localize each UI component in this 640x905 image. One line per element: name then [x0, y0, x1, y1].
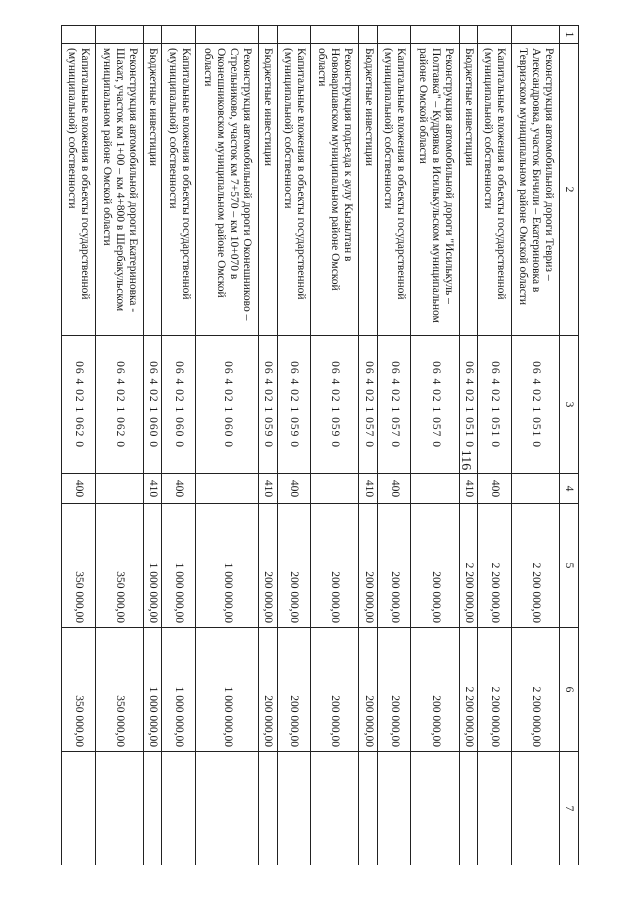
table-cell-col5: 350 000,00	[95, 504, 143, 628]
table-cell-col3: 06 4 02 1 051 0	[511, 336, 559, 474]
table-cell-col3: 06 4 02 1 057 0	[359, 336, 377, 474]
table-cell-col2: Бюджетные инвестиции	[359, 44, 377, 336]
table-cell-col7	[478, 752, 511, 866]
table-cell-col7	[377, 752, 410, 866]
table-row	[259, 26, 277, 866]
table-cell-col2: Реконструкция автомобильной дороги "Исилькуль – Полтавка" – Кудрявка в Исилькульском муниципальном районе Омской области	[411, 44, 459, 336]
table-cell-col3: 06 4 02 1 060 0	[195, 336, 258, 474]
table-cell-col3: 06 4 02 1 051 0	[478, 336, 511, 474]
table-cell-col4: 410	[143, 474, 161, 504]
table-cell-col6: 2 200 000,00	[511, 628, 559, 752]
table-cell-col3: 06 4 02 1 060 0	[143, 336, 161, 474]
table-row	[311, 26, 359, 866]
table-row	[411, 26, 459, 866]
table-cell-col2: Реконструкция подъезда к аулу Кызылтан в Нововаршавском муниципальном районе Омской области	[311, 44, 359, 336]
table-cell-col7	[311, 752, 359, 866]
table-cell-col4: 410	[359, 474, 377, 504]
table-cell-col3: 06 4 02 1 059 0	[259, 336, 277, 474]
budget-table	[61, 25, 579, 865]
column-header: 4	[560, 474, 579, 504]
table-cell-col7	[411, 752, 459, 866]
table-cell-col6: 1 000 000,00	[143, 628, 161, 752]
table-cell-col1	[277, 26, 310, 44]
table-cell-col3: 06 4 02 1 057 0	[411, 336, 459, 474]
table-cell-col1	[359, 26, 377, 44]
table-cell-col1	[478, 26, 511, 44]
table-cell-col6: 200 000,00	[259, 628, 277, 752]
table-cell-col1	[62, 26, 96, 44]
table-cell-col2: Реконструкция автомобильной дороги Тевриз – Александровка, участок Бичили – Екатериновка в Тевризском муниципальном районе Омской области	[511, 44, 559, 336]
table-cell-col5: 200 000,00	[377, 504, 410, 628]
table-cell-col1	[95, 26, 143, 44]
table-cell-col7	[511, 752, 559, 866]
table-cell-col1	[459, 26, 477, 44]
table-cell-col4: 400	[277, 474, 310, 504]
table-cell-col2: Капитальные вложения в объекты государственной (муниципальной) собственности	[162, 44, 195, 336]
table-cell-col2: Бюджетные инвестиции	[259, 44, 277, 336]
table-cell-col5: 1 000 000,00	[143, 504, 161, 628]
table-cell-col1	[143, 26, 161, 44]
table-row	[162, 26, 195, 866]
table-cell-col7	[62, 752, 96, 866]
table-row	[95, 26, 143, 866]
table-cell-col7	[195, 752, 258, 866]
table-cell-col3: 06 4 02 1 062 0	[95, 336, 143, 474]
table-cell-col5: 200 000,00	[259, 504, 277, 628]
table-cell-col2: Бюджетные инвестиции	[459, 44, 477, 336]
table-cell-col3: 06 4 02 1 051 0	[459, 336, 477, 474]
table-cell-col7	[162, 752, 195, 866]
table-cell-col5: 200 000,00	[359, 504, 377, 628]
table-cell-col6: 1 000 000,00	[195, 628, 258, 752]
table-cell-col5: 1 000 000,00	[162, 504, 195, 628]
table-cell-col4	[411, 474, 459, 504]
table-cell-col7	[143, 752, 161, 866]
table-cell-col2: Реконструкция автомобильной дороги Екатериновка - Шахат, участок км 1+00 – км 4+800 в Шербакульском муниципальном районе Омской области	[95, 44, 143, 336]
page-number: 116	[458, 449, 474, 471]
table-cell-col3: 06 4 02 1 057 0	[377, 336, 410, 474]
table-row	[459, 26, 477, 866]
table-cell-col6: 350 000,00	[62, 628, 96, 752]
table-cell-col6: 1 000 000,00	[162, 628, 195, 752]
table-cell-col1	[411, 26, 459, 44]
table-cell-col4	[95, 474, 143, 504]
table-cell-col4	[311, 474, 359, 504]
table-cell-col6: 200 000,00	[377, 628, 410, 752]
table-cell-col4: 410	[459, 474, 477, 504]
table-cell-col3: 06 4 02 1 059 0	[277, 336, 310, 474]
table-cell-col5: 2 200 000,00	[478, 504, 511, 628]
table-row	[62, 26, 96, 866]
table-cell-col4: 400	[62, 474, 96, 504]
table-cell-col6: 200 000,00	[277, 628, 310, 752]
column-header: 1	[560, 26, 579, 44]
table-cell-col1	[377, 26, 410, 44]
table-row	[377, 26, 410, 866]
table-cell-col4	[195, 474, 258, 504]
column-header: 2	[560, 44, 579, 336]
table-row	[359, 26, 377, 866]
table-row	[143, 26, 161, 866]
table-cell-col2: Бюджетные инвестиции	[143, 44, 161, 336]
table-cell-col5: 200 000,00	[411, 504, 459, 628]
table-cell-col6: 200 000,00	[411, 628, 459, 752]
table-cell-col6: 200 000,00	[311, 628, 359, 752]
table-cell-col2: Капитальные вложения в объекты государственной (муниципальной) собственности	[478, 44, 511, 336]
table-cell-col5: 350 000,00	[62, 504, 96, 628]
table-cell-col6: 2 200 000,00	[478, 628, 511, 752]
table-cell-col5: 200 000,00	[277, 504, 310, 628]
table-cell-col4: 410	[259, 474, 277, 504]
table-cell-col5: 2 200 000,00	[511, 504, 559, 628]
table-cell-col5: 2 200 000,00	[459, 504, 477, 628]
column-header: 3	[560, 336, 579, 474]
table-row	[511, 26, 559, 866]
table-cell-col5: 1 000 000,00	[195, 504, 258, 628]
table-cell-col1	[311, 26, 359, 44]
rotated-table-container	[61, 25, 579, 865]
table-cell-col3: 06 4 02 1 059 0	[311, 336, 359, 474]
table-cell-col4: 400	[162, 474, 195, 504]
table-cell-col1	[259, 26, 277, 44]
table-cell-col4: 400	[377, 474, 410, 504]
table-cell-col6: 2 200 000,00	[459, 628, 477, 752]
table-cell-col1	[162, 26, 195, 44]
table-cell-col7	[259, 752, 277, 866]
column-header: 7	[560, 752, 579, 866]
table-cell-col3: 06 4 02 1 060 0	[162, 336, 195, 474]
table-frame	[61, 25, 579, 865]
column-header: 5	[560, 504, 579, 628]
table-cell-col7	[359, 752, 377, 866]
table-row	[277, 26, 310, 866]
table-cell-col6: 350 000,00	[95, 628, 143, 752]
table-cell-col5: 200 000,00	[311, 504, 359, 628]
table-cell-col1	[195, 26, 258, 44]
table-cell-col2: Капитальные вложения в объекты государственной (муниципальной) собственности	[62, 44, 96, 336]
table-cell-col3: 06 4 02 1 062 0	[62, 336, 96, 474]
table-row	[195, 26, 258, 866]
table-cell-col1	[511, 26, 559, 44]
table-cell-col2: Реконструкция автомобильной дороги Оконешниково – Стрельниково, участок км 7+570 – км 10+070 в Оконешниковском муниципальном районе Омской области	[195, 44, 258, 336]
table-cell-col4	[511, 474, 559, 504]
table-cell-col7	[459, 752, 477, 866]
column-header: 6	[560, 628, 579, 752]
table-cell-col7	[277, 752, 310, 866]
table-cell-col2: Капитальные вложения в объекты государственной (муниципальной) собственности	[277, 44, 310, 336]
table-cell-col6: 200 000,00	[359, 628, 377, 752]
table-row	[478, 26, 511, 866]
table-cell-col7	[95, 752, 143, 866]
header-row	[560, 26, 579, 866]
table-cell-col2: Капитальные вложения в объекты государственной (муниципальной) собственности	[377, 44, 410, 336]
table-cell-col4: 400	[478, 474, 511, 504]
